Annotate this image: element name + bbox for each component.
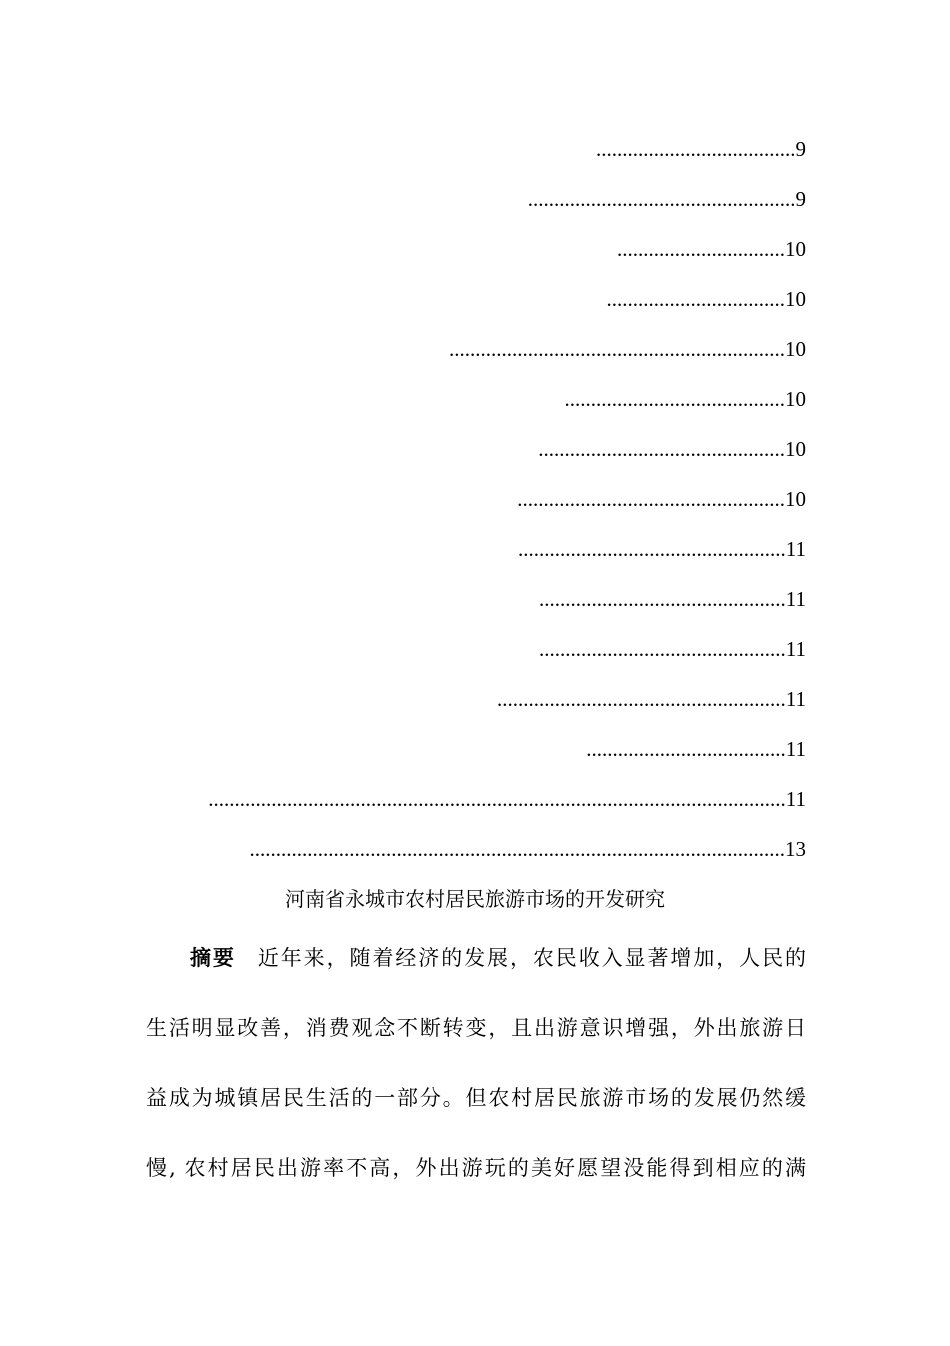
- toc-entry[interactable]: [0, 284, 950, 334]
- abstract-label: 摘要: [190, 946, 236, 970]
- toc-entry[interactable]: [0, 534, 950, 584]
- toc-page-number: 11: [785, 687, 806, 711]
- toc-entry[interactable]: [0, 734, 950, 784]
- toc-page-number: 11: [785, 537, 806, 561]
- table-of-contents: [0, 134, 950, 884]
- toc-page-number: 9: [795, 187, 806, 211]
- toc-page-number: 10: [785, 387, 806, 411]
- toc-leader-dots: ...............................................: [538, 437, 785, 461]
- toc-leader-dots: ......................................: [596, 137, 796, 161]
- toc-leader-dots: ..............................................................................................................: [208, 787, 786, 811]
- toc-entry[interactable]: [0, 484, 950, 534]
- toc-page-number: 11: [785, 787, 806, 811]
- toc-entry[interactable]: [0, 234, 950, 284]
- toc-leader-dots: ......................................................................................................: [249, 837, 785, 861]
- toc-leader-dots: ................................: [617, 237, 785, 261]
- toc-page-number: 10: [785, 287, 806, 311]
- toc-entry[interactable]: [0, 684, 950, 734]
- toc-leader-dots: ...............................................: [539, 587, 786, 611]
- toc-entry[interactable]: [0, 584, 950, 634]
- abstract-line: 益成为城镇居民生活的一部分。但农村居民旅游市场的发展仍然缓: [146, 1086, 806, 1110]
- toc-page-number: 10: [785, 337, 806, 361]
- toc-leader-dots: ..................................: [606, 287, 785, 311]
- toc-page-number: 10: [785, 487, 806, 511]
- toc-entry[interactable]: [0, 784, 950, 834]
- toc-leader-dots: ................................................................: [449, 337, 785, 361]
- toc-entry[interactable]: [0, 834, 950, 884]
- abstract-paragraph: [146, 943, 806, 1223]
- toc-entry[interactable]: [0, 334, 950, 384]
- toc-leader-dots: ...................................................: [518, 537, 786, 561]
- toc-page-number: 13: [785, 837, 806, 861]
- toc-entry[interactable]: [0, 134, 950, 184]
- toc-page-number: 10: [785, 437, 806, 461]
- toc-entry[interactable]: [0, 184, 950, 234]
- toc-page-number: 11: [785, 637, 806, 661]
- toc-page-number: 11: [785, 587, 806, 611]
- toc-entry[interactable]: [0, 384, 950, 434]
- toc-entry[interactable]: [0, 434, 950, 484]
- toc-page-number: 10: [785, 237, 806, 261]
- document-title: 河南省永城市农村居民旅游市场的开发研究: [285, 887, 665, 911]
- abstract-line: 慢, 农村居民出游率不高，外出游玩的美好愿望没能得到相应的满: [146, 1156, 806, 1180]
- toc-leader-dots: .......................................................: [497, 687, 786, 711]
- toc-leader-dots: ...................................................: [527, 187, 796, 211]
- toc-entry[interactable]: [0, 634, 950, 684]
- toc-leader-dots: ...............................................: [539, 637, 786, 661]
- toc-page-number: 9: [795, 137, 806, 161]
- toc-page-number: 11: [785, 737, 806, 761]
- toc-leader-dots: ..........................................: [564, 387, 785, 411]
- toc-leader-dots: ...................................................: [517, 487, 785, 511]
- abstract-line: [146, 943, 806, 973]
- toc-leader-dots: ......................................: [586, 737, 786, 761]
- abstract-line: 生活明显改善，消费观念不断转变，且出游意识增强，外出旅游日: [146, 1016, 806, 1040]
- abstract-text: 近年来，随着经济的发展，农民收入显著增加，人民的: [257, 946, 807, 970]
